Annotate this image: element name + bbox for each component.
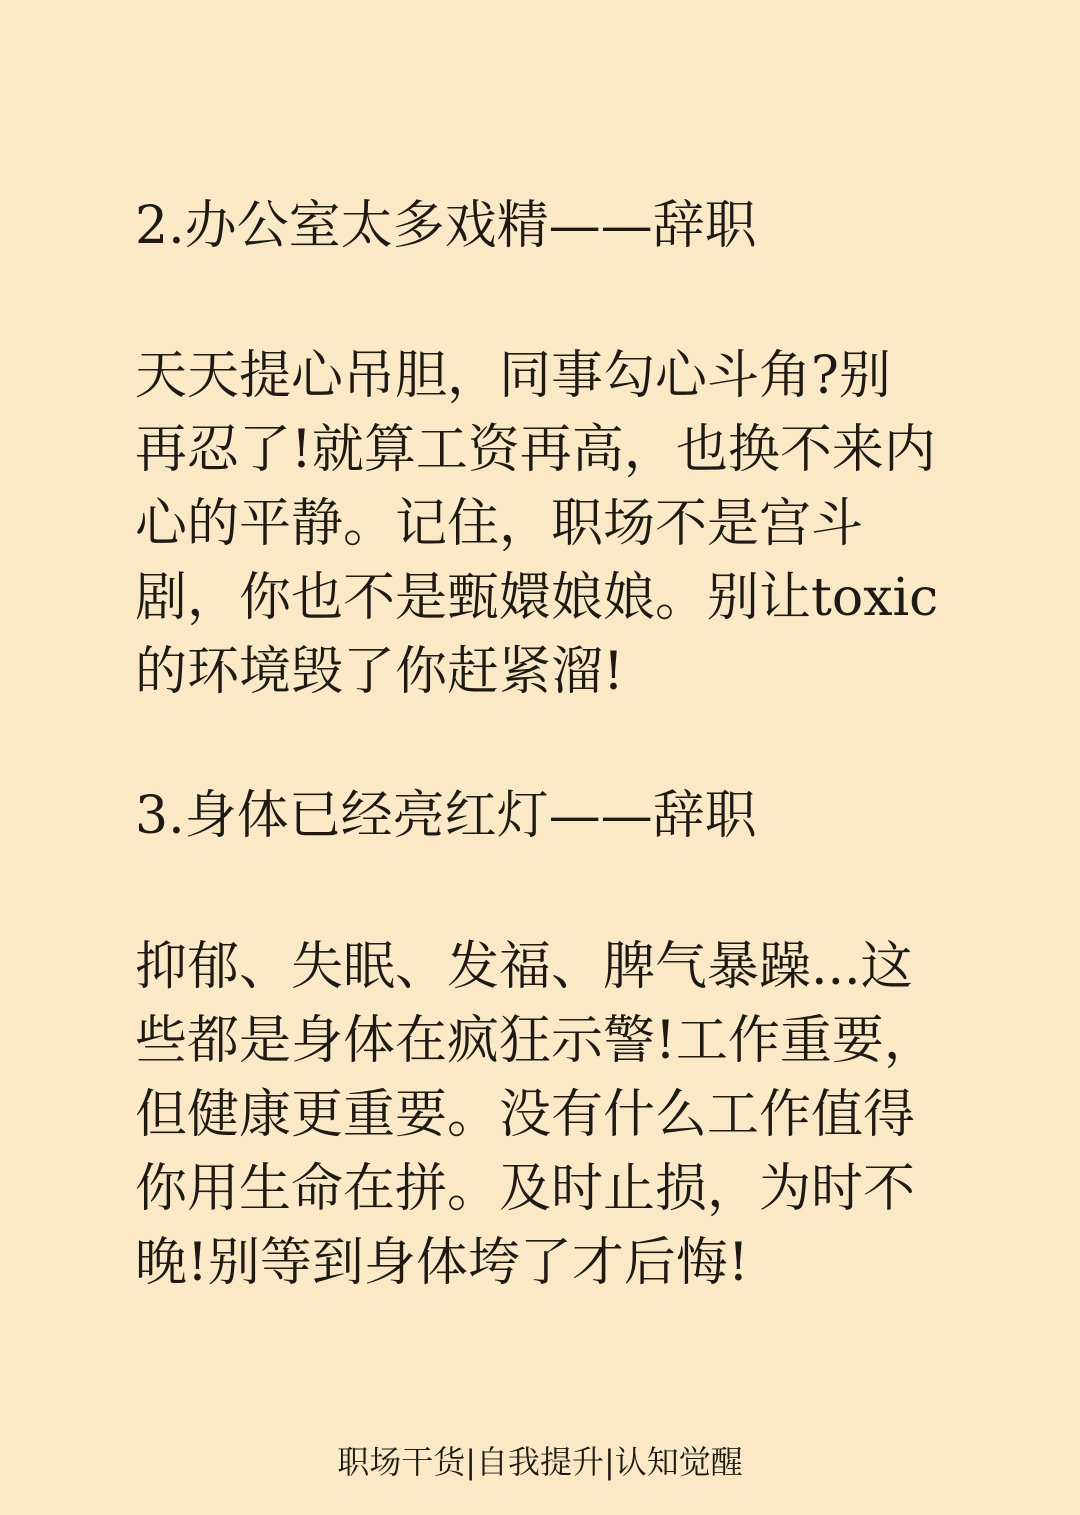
paragraph-line: 抑郁、失眠、发福、脾气暴躁...这: [135, 937, 913, 997]
section-heading-3: 3.身体已经亮红灯——辞职: [135, 786, 757, 846]
section-paragraph-2: [135, 339, 1015, 709]
paragraph-line: 心的平静。记住，职场不是宫斗: [135, 494, 864, 554]
paragraph-line: 剧，你也不是甄嬛娘娘。别让toxic: [135, 568, 939, 628]
paragraph-line: 些都是身体在疯狂示警!工作重要，: [135, 1011, 936, 1071]
section-heading-2: 2.办公室太多戏精——辞职: [135, 196, 757, 256]
footer-tags: 职场干货|自我提升|认知觉醒: [337, 1443, 743, 1481]
paragraph-line: 的环境毁了你赶紧溜!: [135, 642, 624, 702]
paragraph-line: 但健康更重要。没有什么工作值得: [135, 1085, 916, 1145]
paragraph-line: 天天提心吊胆，同事勾心斗角?别: [135, 346, 891, 406]
section-paragraph-3: [135, 930, 1015, 1300]
paragraph-line: 再忍了!就算工资再高，也换不来内: [135, 420, 936, 480]
paragraph-line: 你用生命在拼。及时止损，为时不: [135, 1159, 916, 1219]
paragraph-line: 晚!别等到身体垮了才后悔!: [135, 1233, 749, 1293]
